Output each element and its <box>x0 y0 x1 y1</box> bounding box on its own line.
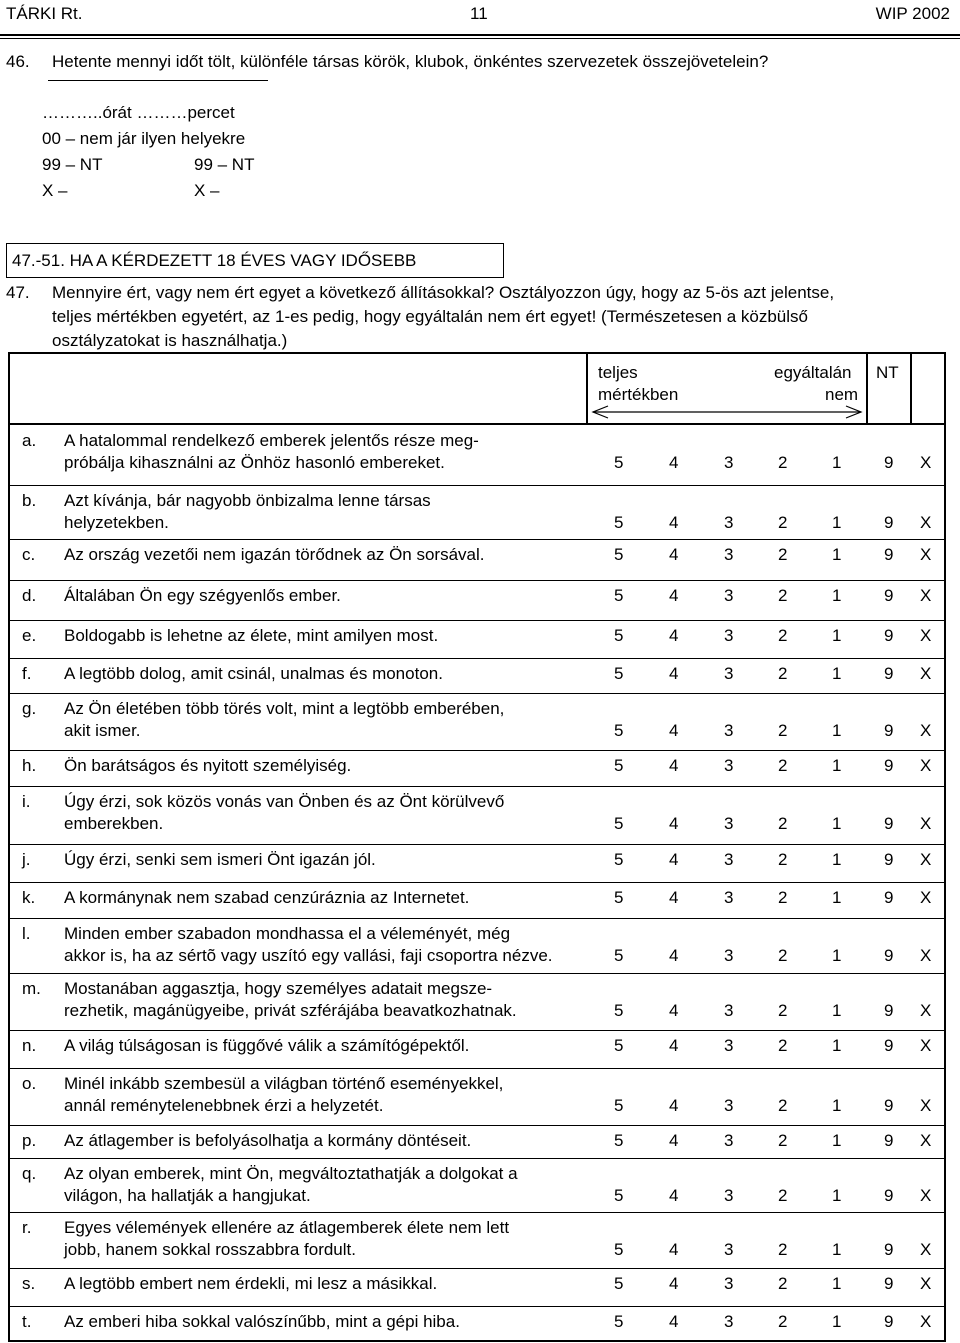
score-option[interactable]: 4 <box>669 586 679 605</box>
score-option[interactable]: 4 <box>669 1131 679 1150</box>
score-option[interactable]: 4 <box>669 545 679 564</box>
statement-text: Az olyan emberek, mint Ön, megváltoztathatják a dolgokat a <box>64 1164 518 1183</box>
statement-row <box>8 658 946 693</box>
row-divider <box>8 1158 946 1159</box>
row-divider <box>8 1068 946 1069</box>
score-option[interactable]: 3 <box>724 1096 734 1115</box>
score-option[interactable]: X <box>920 888 932 907</box>
score-option[interactable]: 3 <box>724 756 734 775</box>
score-option[interactable]: 3 <box>724 1274 734 1293</box>
statement-text: próbálja kihasználni az Önhöz hasonló embereket. <box>64 453 445 472</box>
score-option[interactable]: 9 <box>884 756 894 775</box>
score-option[interactable]: 2 <box>778 1036 788 1055</box>
scale-full-agree-1: teljes <box>598 363 638 382</box>
score-option[interactable]: 2 <box>778 888 788 907</box>
row-divider <box>8 918 946 919</box>
row-divider <box>8 786 946 787</box>
score-option[interactable]: 2 <box>778 626 788 645</box>
statement-letter: h. <box>22 756 37 775</box>
score-option[interactable]: 2 <box>778 1274 788 1293</box>
score-option[interactable]: 4 <box>669 850 679 869</box>
score-option[interactable]: 5 <box>614 1312 624 1331</box>
score-option[interactable]: 3 <box>724 888 734 907</box>
score-option[interactable]: 3 <box>724 513 734 532</box>
statement-row <box>8 539 946 580</box>
row-divider <box>8 580 946 581</box>
statement-text: helyzetekben. <box>64 513 169 532</box>
score-option[interactable]: 1 <box>832 888 842 907</box>
statement-row <box>8 485 946 539</box>
score-option[interactable]: 3 <box>724 626 734 645</box>
statement-text: emberekben. <box>64 814 164 833</box>
score-option[interactable]: 1 <box>832 1312 842 1331</box>
q47-line-1: Mennyire ért, vagy nem ért egyet a következő állításokkal? Osztályozzon úgy, hogy az 5-ös azt jelentse, <box>52 283 835 302</box>
statement-letter: l. <box>22 924 31 943</box>
score-option[interactable]: X <box>920 626 932 645</box>
score-option[interactable]: 5 <box>614 664 624 683</box>
score-option[interactable]: 1 <box>832 1186 842 1205</box>
q46-question: Hetente mennyi időt tölt, különféle társas körök, klubok, önkéntes szervezetek összejövetelein? <box>52 52 769 71</box>
score-option[interactable]: 5 <box>614 1186 624 1205</box>
scale-full-agree-2: mértékben <box>598 385 679 404</box>
score-option[interactable]: 4 <box>669 1096 679 1115</box>
score-option[interactable]: 2 <box>778 1096 788 1115</box>
statement-letter: e. <box>22 626 37 645</box>
row-divider <box>8 620 946 621</box>
row-divider <box>8 1306 946 1307</box>
score-option[interactable]: 2 <box>778 1240 788 1259</box>
score-option[interactable]: 3 <box>724 453 734 472</box>
score-option[interactable]: 3 <box>724 1186 734 1205</box>
statement-text: Úgy érzi, sok közös vonás van Önben és az Önt körülvevő <box>64 792 505 811</box>
score-option[interactable]: 2 <box>778 586 788 605</box>
statement-text: Az emberi hiba sokkal valószínűbb, mint a gépi hiba. <box>64 1312 460 1331</box>
score-option[interactable]: 3 <box>724 1312 734 1331</box>
score-option[interactable]: 1 <box>832 1131 842 1150</box>
statement-text: rezhetik, magánügyeibe, privát szférájába beavatkozhatnak. <box>64 1001 517 1020</box>
score-option[interactable]: 5 <box>614 721 624 740</box>
score-option[interactable]: 1 <box>832 814 842 833</box>
score-option[interactable]: X <box>920 545 932 564</box>
score-option[interactable]: 9 <box>884 626 894 645</box>
statement-row <box>8 1212 946 1268</box>
score-option[interactable]: 5 <box>614 1131 624 1150</box>
statement-letter: i. <box>22 792 31 811</box>
statement-letter: f. <box>22 664 32 683</box>
statement-letter: q. <box>22 1164 37 1183</box>
score-option[interactable]: 4 <box>669 1001 679 1020</box>
score-option[interactable]: 2 <box>778 814 788 833</box>
score-option[interactable]: 9 <box>884 1186 894 1205</box>
score-option[interactable]: 2 <box>778 453 788 472</box>
score-option[interactable]: 5 <box>614 586 624 605</box>
score-option[interactable]: 9 <box>884 888 894 907</box>
score-option[interactable]: 9 <box>884 664 894 683</box>
score-option[interactable]: 5 <box>614 626 624 645</box>
row-divider <box>8 658 946 659</box>
score-option[interactable]: X <box>920 756 932 775</box>
statement-letter: c. <box>22 545 36 564</box>
score-option[interactable]: 9 <box>884 586 894 605</box>
statement-row <box>8 580 946 620</box>
score-option[interactable]: 9 <box>884 946 894 965</box>
score-option[interactable]: 5 <box>614 453 624 472</box>
score-option[interactable]: 4 <box>669 814 679 833</box>
score-option[interactable]: 3 <box>724 1240 734 1259</box>
statement-row <box>8 1268 946 1306</box>
statement-row <box>8 425 946 485</box>
score-option[interactable]: 2 <box>778 850 788 869</box>
score-option[interactable]: 5 <box>614 1240 624 1259</box>
score-option[interactable]: 4 <box>669 756 679 775</box>
score-option[interactable]: 1 <box>832 850 842 869</box>
statement-text: jobb, hanem sokkal rosszabbra fordult. <box>64 1240 356 1259</box>
statement-text: Minden ember szabadon mondhassa el a véleményét, még <box>64 924 511 943</box>
score-option[interactable]: 1 <box>832 664 842 683</box>
score-option[interactable]: 1 <box>832 453 842 472</box>
statement-text: világon, ha hallatják a hangjukat. <box>64 1186 311 1205</box>
score-option[interactable]: 5 <box>614 756 624 775</box>
statement-letter: d. <box>22 586 37 605</box>
statement-row <box>8 1068 946 1125</box>
statement-letter: r. <box>22 1218 32 1237</box>
score-option[interactable]: X <box>920 1036 932 1055</box>
score-option[interactable]: 1 <box>832 756 842 775</box>
q47-line-2: teljes mértékben egyetért, az 1-es pedig, hogy egyáltalán nem ért egyet! (Természetesen a közbülső <box>52 307 808 326</box>
score-option[interactable]: 2 <box>778 1312 788 1331</box>
score-option[interactable]: 4 <box>669 1186 679 1205</box>
statement-row <box>8 1125 946 1158</box>
score-option[interactable]: 3 <box>724 814 734 833</box>
score-option[interactable]: X <box>920 814 932 833</box>
statement-letter: t. <box>22 1312 32 1331</box>
score-option[interactable]: 3 <box>724 586 734 605</box>
score-option[interactable]: 4 <box>669 888 679 907</box>
q46-code-00: 00 – nem jár ilyen helyekre <box>42 129 246 148</box>
score-option[interactable]: 3 <box>724 946 734 965</box>
header-rule-thin <box>0 38 960 39</box>
statement-row <box>8 882 946 918</box>
q46-underline <box>48 80 268 81</box>
filter-instruction: 47.-51. HA A KÉRDEZETT 18 ÉVES VAGY IDŐSEBB <box>12 251 417 270</box>
score-option[interactable]: 4 <box>669 453 679 472</box>
score-option[interactable]: 2 <box>778 545 788 564</box>
score-option[interactable]: 9 <box>884 453 894 472</box>
score-option[interactable]: 9 <box>884 850 894 869</box>
statement-row <box>8 1030 946 1068</box>
score-option[interactable]: X <box>920 1001 932 1020</box>
score-option[interactable]: 1 <box>832 721 842 740</box>
row-divider <box>8 1268 946 1269</box>
statement-row <box>8 750 946 786</box>
statement-text: Mostanában aggasztja, hogy személyes adatait megsze- <box>64 979 493 998</box>
q47-number: 47. <box>6 283 30 302</box>
scale-nt: NT <box>876 363 899 382</box>
statement-letter: b. <box>22 491 37 510</box>
score-option[interactable]: 2 <box>778 664 788 683</box>
score-option[interactable]: 9 <box>884 1096 894 1115</box>
score-option[interactable]: X <box>920 721 932 740</box>
score-option[interactable]: 9 <box>884 1240 894 1259</box>
table-divider-scale <box>586 352 588 424</box>
score-option[interactable]: 9 <box>884 1001 894 1020</box>
score-option[interactable]: 3 <box>724 1036 734 1055</box>
statement-letter: n. <box>22 1036 37 1055</box>
statement-letter: o. <box>22 1074 37 1093</box>
score-option[interactable]: 5 <box>614 1036 624 1055</box>
row-divider <box>8 844 946 845</box>
score-option[interactable]: 4 <box>669 721 679 740</box>
score-option[interactable]: 3 <box>724 1001 734 1020</box>
score-option[interactable]: 2 <box>778 1131 788 1150</box>
score-option[interactable]: 3 <box>724 721 734 740</box>
statement-text: A világ túlságosan is függővé válik a számítógépektől. <box>64 1036 470 1055</box>
score-option[interactable]: 4 <box>669 1312 679 1331</box>
statement-row <box>8 1158 946 1212</box>
q46-code-99-hours: 99 – NT <box>42 155 103 174</box>
statement-row <box>8 1306 946 1340</box>
statement-text: Ön barátságos és nyitott személyiség. <box>64 756 352 775</box>
score-option[interactable]: 9 <box>884 1274 894 1293</box>
row-divider <box>8 750 946 751</box>
row-divider <box>8 693 946 694</box>
scale-not-agree-1: egyáltalán <box>774 363 852 382</box>
score-option[interactable]: 4 <box>669 1240 679 1259</box>
page-number: 11 <box>470 4 488 23</box>
score-option[interactable]: 1 <box>832 545 842 564</box>
score-option[interactable]: 5 <box>614 946 624 965</box>
score-option[interactable]: 1 <box>832 1274 842 1293</box>
score-option[interactable]: X <box>920 1274 932 1293</box>
score-option[interactable]: X <box>920 1096 932 1115</box>
header-doc-id: WIP 2002 <box>875 4 950 23</box>
statement-text: Egyes vélemények ellenére az átlagemberek élete nem lett <box>64 1218 510 1237</box>
score-option[interactable]: 9 <box>884 513 894 532</box>
score-option[interactable]: 3 <box>724 1131 734 1150</box>
statement-letter: s. <box>22 1274 36 1293</box>
statement-text: A legtöbb embert nem érdekli, mi lesz a másikkal. <box>64 1274 438 1293</box>
score-option[interactable]: X <box>920 1312 932 1331</box>
statement-text: Általában Ön egy szégyenlős ember. <box>64 586 341 605</box>
statement-text: Minél inkább szembesül a világban történő eseményekkel, <box>64 1074 504 1093</box>
score-option[interactable]: 4 <box>669 1036 679 1055</box>
score-option[interactable]: X <box>920 453 932 472</box>
row-divider <box>8 973 946 974</box>
score-option[interactable]: 4 <box>669 1274 679 1293</box>
score-option[interactable]: 1 <box>832 946 842 965</box>
score-option[interactable]: 1 <box>832 1001 842 1020</box>
statement-text: Azt kívánja, bár nagyobb önbizalma lenne társas <box>64 491 431 510</box>
q47-line-3: osztályzatokat is használhatja.) <box>52 331 288 350</box>
score-option[interactable]: 1 <box>832 513 842 532</box>
score-option[interactable]: 5 <box>614 888 624 907</box>
score-option[interactable]: X <box>920 586 932 605</box>
score-option[interactable]: 4 <box>669 664 679 683</box>
row-divider <box>8 882 946 883</box>
row-divider <box>8 1125 946 1126</box>
statement-letter: m. <box>22 979 41 998</box>
score-option[interactable]: 5 <box>614 545 624 564</box>
q46-code-x-hours: X – <box>42 181 68 200</box>
q46-number: 46. <box>6 52 30 71</box>
statement-text: Az ország vezetői nem igazán törődnek az Ön sorsával. <box>64 545 485 564</box>
statement-text: Boldogabb is lehetne az élete, mint amilyen most. <box>64 626 439 645</box>
score-option[interactable]: 4 <box>669 513 679 532</box>
score-option[interactable]: 1 <box>832 1240 842 1259</box>
score-option[interactable]: 2 <box>778 946 788 965</box>
score-option[interactable]: 1 <box>832 1036 842 1055</box>
score-option[interactable]: 2 <box>778 1186 788 1205</box>
statement-row <box>8 693 946 750</box>
header-rule <box>0 34 960 36</box>
score-option[interactable]: X <box>920 513 932 532</box>
row-divider <box>8 485 946 486</box>
score-option[interactable]: 9 <box>884 1036 894 1055</box>
statement-text: akit ismer. <box>64 721 141 740</box>
statement-row <box>8 620 946 658</box>
row-divider <box>8 1030 946 1031</box>
score-option[interactable]: 3 <box>724 545 734 564</box>
statement-row <box>8 973 946 1030</box>
score-option[interactable]: X <box>920 946 932 965</box>
score-option[interactable]: 2 <box>778 513 788 532</box>
score-option[interactable]: 2 <box>778 1001 788 1020</box>
score-option[interactable]: 5 <box>614 850 624 869</box>
score-option[interactable]: X <box>920 850 932 869</box>
statement-text: Az Ön életében több törés volt, mint a legtöbb emberében, <box>64 699 505 718</box>
score-option[interactable]: 9 <box>884 1312 894 1331</box>
statement-row <box>8 918 946 973</box>
score-option[interactable]: 2 <box>778 721 788 740</box>
score-option[interactable]: 3 <box>724 850 734 869</box>
score-option[interactable]: X <box>920 664 932 683</box>
score-option[interactable]: 1 <box>832 586 842 605</box>
score-option[interactable]: X <box>920 1186 932 1205</box>
q46-code-x-minutes: X – <box>194 181 220 200</box>
statement-text: A hatalommal rendelkező emberek jelentős része meg- <box>64 431 479 450</box>
statement-text: akkor is, ha az sértõ vagy uszító egy vallási, faji csoportra nézve. <box>64 946 553 965</box>
score-option[interactable]: 9 <box>884 721 894 740</box>
score-option[interactable]: 5 <box>614 1096 624 1115</box>
statement-row <box>8 786 946 844</box>
statement-letter: a. <box>22 431 37 450</box>
score-option[interactable]: 9 <box>884 814 894 833</box>
statement-row <box>8 844 946 882</box>
row-divider <box>8 539 946 540</box>
score-option[interactable]: 5 <box>614 814 624 833</box>
score-option[interactable]: 4 <box>669 626 679 645</box>
score-option[interactable]: 4 <box>669 946 679 965</box>
row-divider <box>8 1212 946 1213</box>
statement-text: A legtöbb dolog, amit csinál, unalmas és monoton. <box>64 664 443 683</box>
score-option[interactable]: 9 <box>884 1131 894 1150</box>
statement-text: annál reménytelenebbnek érzi a helyzetét. <box>64 1096 384 1115</box>
statement-text: Úgy érzi, senki sem ismeri Önt igazán jól. <box>64 850 376 869</box>
score-option[interactable]: 1 <box>832 1096 842 1115</box>
scale-not-agree-2: nem <box>825 385 859 404</box>
statement-letter: p. <box>22 1131 37 1150</box>
table-divider-right <box>910 352 912 424</box>
score-option[interactable]: 5 <box>614 513 624 532</box>
score-option[interactable]: 5 <box>614 1274 624 1293</box>
statement-letter: k. <box>22 888 36 907</box>
score-option[interactable]: 1 <box>832 626 842 645</box>
score-option[interactable]: X <box>920 1240 932 1259</box>
score-option[interactable]: X <box>920 1131 932 1150</box>
score-option[interactable]: 9 <box>884 545 894 564</box>
q46-code-99-minutes: 99 – NT <box>194 155 255 174</box>
statement-letter: j. <box>22 850 31 869</box>
q46-answer-line: ………..órát ………percet <box>42 103 235 122</box>
statement-letter: g. <box>22 699 37 718</box>
scale-double-arrow-icon <box>590 404 864 420</box>
table-divider-nt <box>866 352 868 424</box>
header-org: TÁRKI Rt. <box>6 4 83 23</box>
score-option[interactable]: 5 <box>614 1001 624 1020</box>
statement-text: A kormánynak nem szabad cenzúráznia az Internetet. <box>64 888 470 907</box>
score-option[interactable]: 3 <box>724 664 734 683</box>
statement-text: Az átlagember is befolyásolhatja a kormány döntéseit. <box>64 1131 472 1150</box>
score-option[interactable]: 2 <box>778 756 788 775</box>
